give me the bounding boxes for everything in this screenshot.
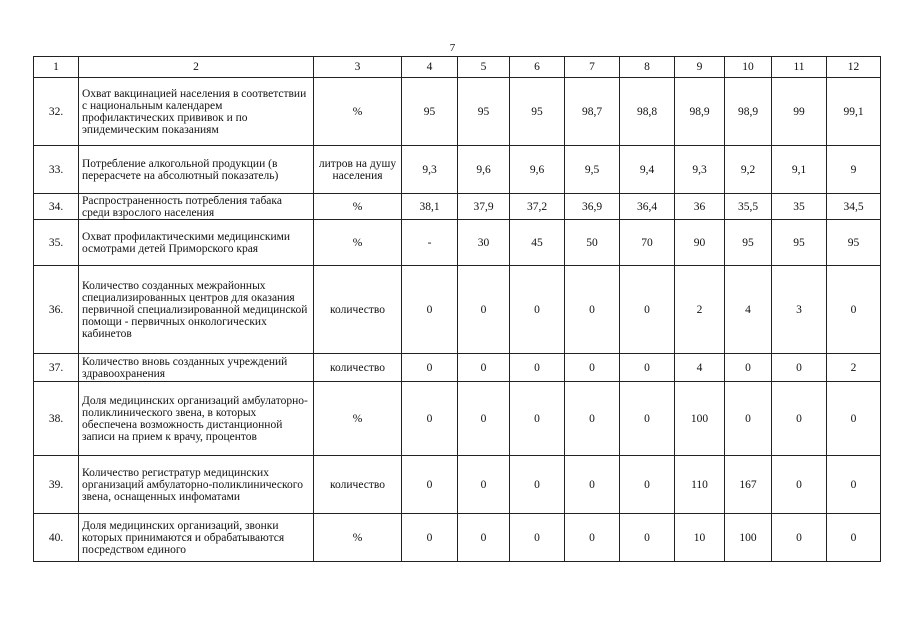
value-cell: 0 bbox=[827, 382, 881, 456]
unit-of-measure: % bbox=[314, 382, 402, 456]
value-cell: 37,9 bbox=[458, 194, 510, 220]
value-cell: 0 bbox=[565, 382, 620, 456]
value-cell: 0 bbox=[565, 456, 620, 514]
value-cell: 0 bbox=[620, 514, 675, 562]
indicator-name: Количество созданных межрайонных специализированных центров для оказания первичной специализированной медицинской помощи - первичных онкологических кабинетов bbox=[79, 266, 314, 354]
table-row bbox=[34, 382, 881, 456]
value-cell: 9,5 bbox=[565, 146, 620, 194]
header-cell: 6 bbox=[510, 57, 565, 78]
value-cell: 98,8 bbox=[620, 78, 675, 146]
row-number: 34. bbox=[34, 194, 79, 220]
row-number: 37. bbox=[34, 354, 79, 382]
value-cell: 0 bbox=[458, 514, 510, 562]
value-cell: 95 bbox=[772, 220, 827, 266]
value-cell: 9,6 bbox=[510, 146, 565, 194]
value-cell: 0 bbox=[402, 266, 458, 354]
value-cell: 10 bbox=[675, 514, 725, 562]
header-row bbox=[34, 57, 881, 78]
value-cell: 0 bbox=[827, 456, 881, 514]
unit-of-measure: % bbox=[314, 78, 402, 146]
value-cell: 99 bbox=[772, 78, 827, 146]
header-cell: 3 bbox=[314, 57, 402, 78]
value-cell: 95 bbox=[725, 220, 772, 266]
header-cell: 12 bbox=[827, 57, 881, 78]
value-cell: 110 bbox=[675, 456, 725, 514]
value-cell: 9,3 bbox=[402, 146, 458, 194]
indicator-name: Количество вновь созданных учреждений здравоохранения bbox=[79, 354, 314, 382]
row-number: 36. bbox=[34, 266, 79, 354]
value-cell: 0 bbox=[827, 266, 881, 354]
value-cell: 0 bbox=[772, 514, 827, 562]
value-cell: 0 bbox=[402, 456, 458, 514]
value-cell: 95 bbox=[827, 220, 881, 266]
value-cell: 0 bbox=[510, 266, 565, 354]
header-cell: 5 bbox=[458, 57, 510, 78]
header-cell: 4 bbox=[402, 57, 458, 78]
value-cell: 99,1 bbox=[827, 78, 881, 146]
value-cell: 0 bbox=[772, 354, 827, 382]
header-cell: 1 bbox=[34, 57, 79, 78]
row-number: 40. bbox=[34, 514, 79, 562]
value-cell: 0 bbox=[565, 514, 620, 562]
value-cell: 98,7 bbox=[565, 78, 620, 146]
value-cell: 90 bbox=[675, 220, 725, 266]
table-row bbox=[34, 514, 881, 562]
indicator-name: Распространенность потребления табака среди взрослого населения bbox=[79, 194, 314, 220]
row-number: 33. bbox=[34, 146, 79, 194]
value-cell: - bbox=[402, 220, 458, 266]
value-cell: 9,1 bbox=[772, 146, 827, 194]
table-row bbox=[34, 354, 881, 382]
value-cell: 35,5 bbox=[725, 194, 772, 220]
value-cell: 9 bbox=[827, 146, 881, 194]
unit-of-measure: количество bbox=[314, 266, 402, 354]
value-cell: 70 bbox=[620, 220, 675, 266]
indicator-name: Потребление алкогольной продукции (в перерасчете на абсолютный показатель) bbox=[79, 146, 314, 194]
indicator-name: Охват профилактическими медицинскими осмотрами детей Приморского края bbox=[79, 220, 314, 266]
value-cell: 4 bbox=[675, 354, 725, 382]
value-cell: 95 bbox=[458, 78, 510, 146]
value-cell: 38,1 bbox=[402, 194, 458, 220]
row-number: 38. bbox=[34, 382, 79, 456]
value-cell: 9,4 bbox=[620, 146, 675, 194]
value-cell: 0 bbox=[402, 514, 458, 562]
value-cell: 0 bbox=[458, 354, 510, 382]
table-row bbox=[34, 456, 881, 514]
unit-of-measure: количество bbox=[314, 456, 402, 514]
value-cell: 9,3 bbox=[675, 146, 725, 194]
unit-of-measure: % bbox=[314, 220, 402, 266]
value-cell: 100 bbox=[725, 514, 772, 562]
table-row bbox=[34, 194, 881, 220]
value-cell: 0 bbox=[402, 354, 458, 382]
value-cell: 100 bbox=[675, 382, 725, 456]
table-row bbox=[34, 266, 881, 354]
header-cell: 8 bbox=[620, 57, 675, 78]
value-cell: 0 bbox=[458, 382, 510, 456]
unit-of-measure: % bbox=[314, 194, 402, 220]
value-cell: 0 bbox=[620, 266, 675, 354]
value-cell: 0 bbox=[620, 382, 675, 456]
value-cell: 2 bbox=[827, 354, 881, 382]
value-cell: 0 bbox=[510, 456, 565, 514]
value-cell: 0 bbox=[772, 382, 827, 456]
table-row bbox=[34, 78, 881, 146]
value-cell: 0 bbox=[510, 514, 565, 562]
row-number: 32. bbox=[34, 78, 79, 146]
value-cell: 0 bbox=[565, 354, 620, 382]
value-cell: 2 bbox=[675, 266, 725, 354]
unit-of-measure: % bbox=[314, 514, 402, 562]
indicator-name: Доля медицинских организаций, звонки которых принимаются и обрабатываются посредством единого bbox=[79, 514, 314, 562]
value-cell: 0 bbox=[725, 382, 772, 456]
row-number: 35. bbox=[34, 220, 79, 266]
value-cell: 95 bbox=[510, 78, 565, 146]
value-cell: 36,4 bbox=[620, 194, 675, 220]
value-cell: 0 bbox=[565, 266, 620, 354]
value-cell: 0 bbox=[402, 382, 458, 456]
value-cell: 9,2 bbox=[725, 146, 772, 194]
indicator-name: Охват вакцинацией населения в соответствии с национальным календарем профилактических прививок и по эпидемическим показаниям bbox=[79, 78, 314, 146]
value-cell: 0 bbox=[510, 354, 565, 382]
value-cell: 36 bbox=[675, 194, 725, 220]
unit-of-measure: количество bbox=[314, 354, 402, 382]
value-cell: 45 bbox=[510, 220, 565, 266]
value-cell: 9,6 bbox=[458, 146, 510, 194]
header-cell: 9 bbox=[675, 57, 725, 78]
value-cell: 0 bbox=[510, 382, 565, 456]
value-cell: 34,5 bbox=[827, 194, 881, 220]
value-cell: 0 bbox=[725, 354, 772, 382]
value-cell: 0 bbox=[620, 456, 675, 514]
indicator-name: Доля медицинских организаций амбулаторно-поликлинического звена, в которых обеспечена возможность дистанционной записи на прием к врачу, процентов bbox=[79, 382, 314, 456]
value-cell: 0 bbox=[620, 354, 675, 382]
value-cell: 98,9 bbox=[725, 78, 772, 146]
value-cell: 0 bbox=[827, 514, 881, 562]
value-cell: 0 bbox=[772, 456, 827, 514]
table-row bbox=[34, 220, 881, 266]
value-cell: 4 bbox=[725, 266, 772, 354]
value-cell: 95 bbox=[402, 78, 458, 146]
unit-of-measure: литров на душу населения bbox=[314, 146, 402, 194]
value-cell: 3 bbox=[772, 266, 827, 354]
header-cell: 7 bbox=[565, 57, 620, 78]
header-cell: 11 bbox=[772, 57, 827, 78]
value-cell: 35 bbox=[772, 194, 827, 220]
header-cell: 10 bbox=[725, 57, 772, 78]
page-number: 7 bbox=[449, 42, 456, 54]
indicator-name: Количество регистратур медицинских организаций амбулаторно-поликлинического звена, оснащенных инфоматами bbox=[79, 456, 314, 514]
value-cell: 37,2 bbox=[510, 194, 565, 220]
value-cell: 36,9 bbox=[565, 194, 620, 220]
row-number: 39. bbox=[34, 456, 79, 514]
value-cell: 167 bbox=[725, 456, 772, 514]
indicators-table bbox=[33, 56, 881, 562]
value-cell: 30 bbox=[458, 220, 510, 266]
value-cell: 98,9 bbox=[675, 78, 725, 146]
table-row bbox=[34, 146, 881, 194]
value-cell: 50 bbox=[565, 220, 620, 266]
value-cell: 0 bbox=[458, 266, 510, 354]
value-cell: 0 bbox=[458, 456, 510, 514]
header-cell: 2 bbox=[79, 57, 314, 78]
